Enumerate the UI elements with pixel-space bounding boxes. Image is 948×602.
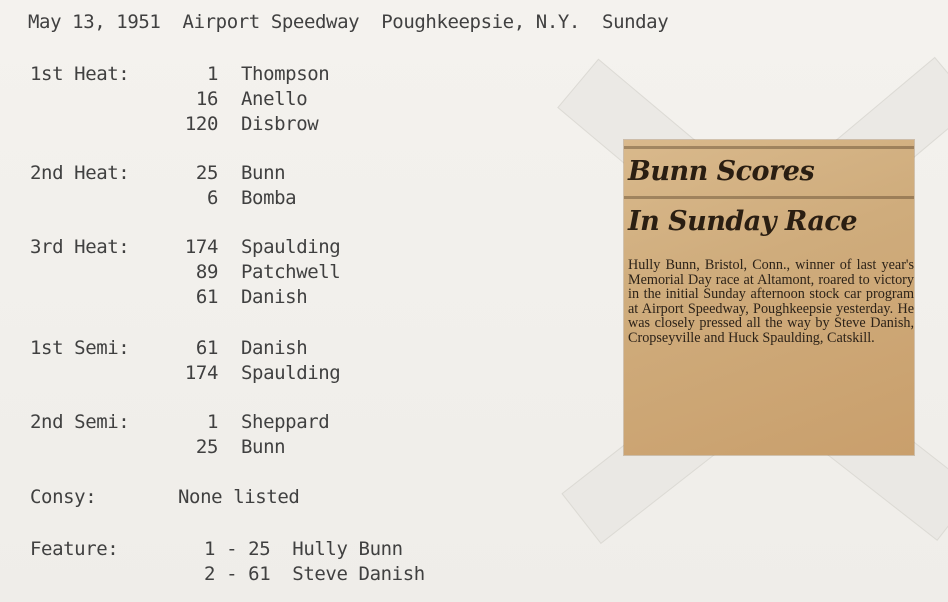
driver-name: Danish — [241, 286, 308, 308]
newspaper-clipping — [624, 140, 914, 455]
car-number: 6 — [206, 187, 218, 209]
car-number: 61 — [195, 286, 218, 308]
driver-name: Anello — [241, 88, 308, 110]
driver-name: Disbrow — [241, 113, 319, 135]
car-number: 61 — [195, 337, 218, 359]
car-number: 120 — [184, 113, 218, 135]
clipping-rule — [624, 196, 914, 199]
car-number: 25 — [195, 436, 218, 458]
driver-name: Sheppard — [241, 411, 330, 433]
section-label-1st-semi: 1st Semi: — [30, 337, 130, 359]
driver-name: Bunn — [241, 436, 286, 458]
driver-name: Spaulding — [241, 236, 341, 258]
driver-name: Danish — [241, 337, 308, 359]
section-label-feature: Feature: — [30, 538, 119, 560]
driver-name: Spaulding — [241, 362, 341, 384]
driver-name: Bomba — [241, 187, 297, 209]
driver-name: Patchwell — [241, 261, 341, 283]
section-label-2nd-semi: 2nd Semi: — [30, 411, 130, 433]
section-label-consy: Consy: — [30, 486, 97, 508]
car-number: 25 — [195, 162, 218, 184]
car-number: 174 — [184, 236, 218, 258]
section-label-1st-heat: 1st Heat: — [30, 63, 130, 85]
feature-result: 1 - 25 Hully Bunn — [204, 538, 403, 560]
consy-result: None listed — [178, 486, 300, 508]
clipping-rule — [624, 146, 914, 149]
clipping-headline: In Sunday Race — [628, 206, 858, 237]
car-number: 1 — [206, 63, 218, 85]
car-number: 89 — [195, 261, 218, 283]
clipping-body: Hully Bunn, Bristol, Conn., winner of last year's Memorial Day race at Altamont, roared to victory in the initial Sunday afternoon stock car program at Airport Speedway, Poughkeepsie yesterday. He was closely pressed all the way by Steve Danish, Cropseyville and Huck Spaulding, Catskill. — [628, 257, 914, 346]
clipping-headline: Bunn Scores — [628, 156, 815, 187]
car-number: 174 — [184, 362, 218, 384]
section-label-2nd-heat: 2nd Heat: — [30, 162, 130, 184]
section-label-3rd-heat: 3rd Heat: — [30, 236, 130, 258]
document-header: May 13, 1951 Airport Speedway Poughkeepsie, N.Y. Sunday — [28, 11, 669, 33]
car-number: 16 — [195, 88, 218, 110]
car-number: 1 — [206, 411, 218, 433]
driver-name: Thompson — [241, 63, 330, 85]
feature-result: 2 - 61 Steve Danish — [204, 563, 425, 585]
driver-name: Bunn — [241, 162, 286, 184]
